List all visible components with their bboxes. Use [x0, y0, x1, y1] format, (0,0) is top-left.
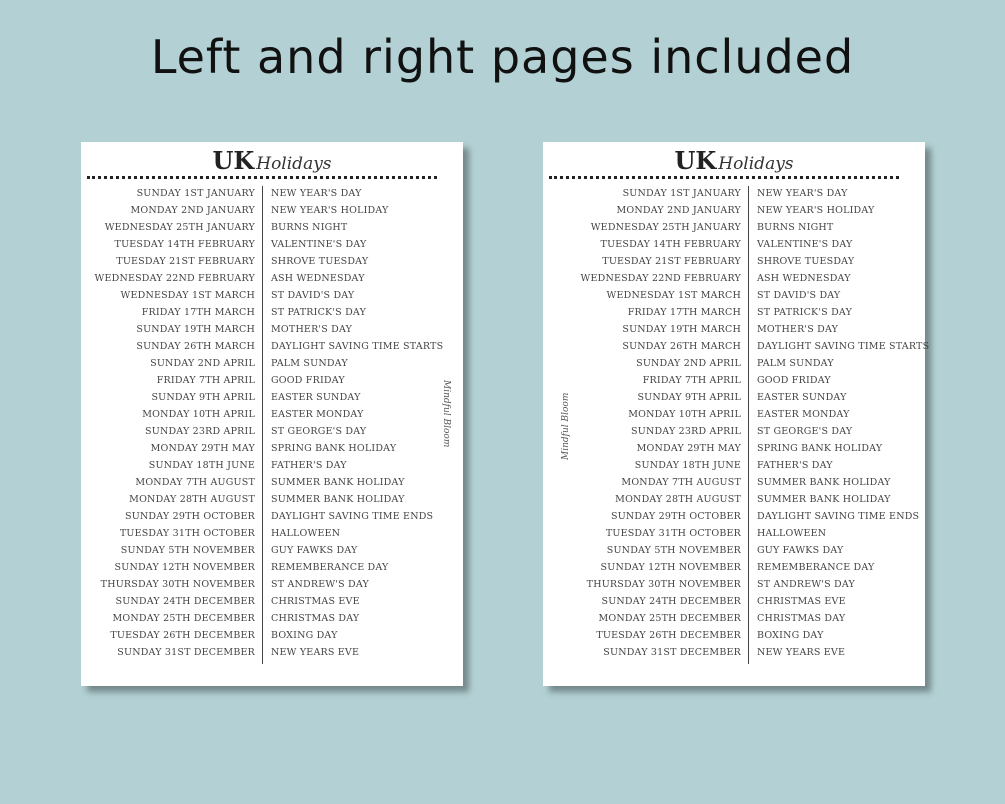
holiday-row	[81, 407, 463, 424]
holiday-row	[81, 475, 463, 492]
holiday-name: ST GEORGE'S DAY	[271, 426, 367, 437]
holiday-row	[81, 203, 463, 220]
holiday-row	[543, 254, 925, 271]
holiday-name: CHRISTMAS EVE	[271, 596, 360, 607]
holiday-row	[543, 594, 925, 611]
holiday-date: MONDAY 25TH DECEMBER	[112, 613, 255, 624]
title-bold: UK	[674, 146, 717, 175]
holiday-date: MONDAY 7TH AUGUST	[135, 477, 255, 488]
holiday-row	[543, 373, 925, 390]
holiday-date: SUNDAY 26TH MARCH	[622, 341, 741, 352]
holiday-date: TUESDAY 26TH DECEMBER	[596, 630, 741, 641]
holiday-date: MONDAY 2ND JANUARY	[616, 205, 741, 216]
holiday-date: WEDNESDAY 22ND FEBRUARY	[94, 273, 255, 284]
holiday-name: MOTHER'S DAY	[271, 324, 353, 335]
signature: Mindful Bloom	[441, 380, 451, 448]
holiday-row	[543, 390, 925, 407]
holiday-date: WEDNESDAY 25TH JANUARY	[104, 222, 255, 233]
holiday-name: CHRISTMAS DAY	[757, 613, 846, 624]
holiday-row	[543, 560, 925, 577]
holiday-name: PALM SUNDAY	[271, 358, 348, 369]
holiday-date: SUNDAY 24TH DECEMBER	[601, 596, 741, 607]
holiday-name: DAYLIGHT SAVING TIME ENDS	[271, 511, 434, 522]
holiday-row	[81, 254, 463, 271]
holiday-date: WEDNESDAY 25TH JANUARY	[590, 222, 741, 233]
holiday-date: TUESDAY 14TH FEBRUARY	[600, 239, 741, 250]
holiday-name: SHROVE TUESDAY	[271, 256, 369, 267]
holiday-row	[81, 424, 463, 441]
holiday-row	[81, 560, 463, 577]
holiday-name: DAYLIGHT SAVING TIME ENDS	[757, 511, 920, 522]
holiday-row	[81, 645, 463, 662]
holiday-name: BURNS NIGHT	[757, 222, 834, 233]
holiday-date: FRIDAY 7TH APRIL	[156, 375, 255, 386]
holiday-date: WEDNESDAY 22ND FEBRUARY	[580, 273, 741, 284]
holiday-row	[81, 526, 463, 543]
holiday-row	[81, 441, 463, 458]
holiday-date: THURSDAY 30TH NOVEMBER	[586, 579, 741, 590]
holiday-name: DAYLIGHT SAVING TIME STARTS	[271, 341, 444, 352]
holiday-date: SUNDAY 19TH MARCH	[136, 324, 255, 335]
holiday-row	[543, 407, 925, 424]
holiday-name: NEW YEARS EVE	[271, 647, 360, 658]
holiday-row	[543, 645, 925, 662]
holiday-name: SHROVE TUESDAY	[757, 256, 855, 267]
holiday-row	[543, 271, 925, 288]
holiday-row	[81, 577, 463, 594]
holiday-name: ST DAVID'S DAY	[271, 290, 355, 301]
holiday-date: SUNDAY 19TH MARCH	[622, 324, 741, 335]
holiday-name: REMEMBERANCE DAY	[271, 562, 389, 573]
holiday-name: BOXING DAY	[757, 630, 824, 641]
holiday-list	[543, 186, 930, 662]
holiday-row	[543, 441, 925, 458]
holiday-date: SUNDAY 12TH NOVEMBER	[114, 562, 255, 573]
holiday-name: PALM SUNDAY	[757, 358, 834, 369]
holiday-name: CHRISTMAS EVE	[757, 596, 846, 607]
holiday-date: TUESDAY 26TH DECEMBER	[110, 630, 255, 641]
holiday-row	[543, 458, 925, 475]
holiday-row	[543, 237, 925, 254]
holiday-date: SUNDAY 23RD APRIL	[145, 426, 255, 437]
holiday-row	[543, 577, 925, 594]
holiday-row	[543, 305, 925, 322]
holiday-date: SUNDAY 29TH OCTOBER	[611, 511, 741, 522]
holiday-name: ST ANDREW'S DAY	[757, 579, 856, 590]
holiday-name: VALENTINE'S DAY	[757, 239, 853, 250]
holiday-name: ST ANDREW'S DAY	[271, 579, 370, 590]
holiday-date: MONDAY 29TH MAY	[150, 443, 255, 454]
holiday-name: ST GEORGE'S DAY	[757, 426, 853, 437]
holiday-name: HALLOWEEN	[757, 528, 827, 539]
holiday-date: SUNDAY 2ND APRIL	[150, 358, 255, 369]
holiday-name: BURNS NIGHT	[271, 222, 348, 233]
holiday-date: SUNDAY 29TH OCTOBER	[125, 511, 255, 522]
holiday-date: MONDAY 2ND JANUARY	[130, 205, 255, 216]
holiday-row	[543, 339, 930, 356]
holiday-date: WEDNESDAY 1ST MARCH	[606, 290, 741, 301]
holiday-row	[543, 611, 925, 628]
holiday-row	[81, 305, 463, 322]
holiday-name: FATHER'S DAY	[757, 460, 833, 471]
holiday-date: SUNDAY 1ST JANUARY	[136, 188, 255, 199]
holiday-row	[81, 628, 463, 645]
holiday-date: SUNDAY 9TH APRIL	[637, 392, 741, 403]
holiday-date: SUNDAY 23RD APRIL	[631, 426, 741, 437]
holiday-name: SUMMER BANK HOLIDAY	[271, 494, 405, 505]
holiday-date: TUESDAY 31TH OCTOBER	[605, 528, 741, 539]
holiday-row	[543, 220, 925, 237]
holiday-name: HALLOWEEN	[271, 528, 341, 539]
holiday-name: ST DAVID'S DAY	[757, 290, 841, 301]
holiday-date: SUNDAY 31ST DECEMBER	[117, 647, 255, 658]
holiday-row	[543, 526, 925, 543]
holiday-date: FRIDAY 17TH MARCH	[627, 307, 741, 318]
holiday-list	[81, 186, 463, 662]
holiday-name: EASTER SUNDAY	[271, 392, 361, 403]
holiday-row	[81, 339, 463, 356]
holiday-row	[543, 509, 925, 526]
holiday-row	[81, 186, 463, 203]
holiday-row	[81, 611, 463, 628]
holiday-date: THURSDAY 30TH NOVEMBER	[100, 579, 255, 590]
holiday-name: NEW YEARS EVE	[757, 647, 846, 658]
holiday-name: SUMMER BANK HOLIDAY	[757, 477, 891, 488]
title-bold: UK	[212, 146, 255, 175]
holiday-date: TUESDAY 31TH OCTOBER	[119, 528, 255, 539]
holiday-name: SUMMER BANK HOLIDAY	[757, 494, 891, 505]
holiday-row	[81, 271, 463, 288]
holiday-row	[81, 322, 463, 339]
holiday-date: SUNDAY 18TH JUNE	[634, 460, 741, 471]
holiday-row	[543, 424, 925, 441]
holiday-date: FRIDAY 17TH MARCH	[141, 307, 255, 318]
dotted-divider	[549, 176, 899, 179]
holiday-name: SPRING BANK HOLIDAY	[757, 443, 883, 454]
holiday-row	[81, 373, 463, 390]
holiday-date: MONDAY 25TH DECEMBER	[598, 613, 741, 624]
title-script: Holidays	[718, 154, 794, 174]
holiday-name: SPRING BANK HOLIDAY	[271, 443, 397, 454]
holiday-row	[543, 475, 925, 492]
holiday-date: MONDAY 29TH MAY	[636, 443, 741, 454]
holiday-name: NEW YEAR'S DAY	[271, 188, 362, 199]
holiday-name: BOXING DAY	[271, 630, 338, 641]
holiday-row	[543, 492, 925, 509]
holiday-name: NEW YEAR'S HOLIDAY	[757, 205, 875, 216]
holiday-date: MONDAY 10TH APRIL	[628, 409, 741, 420]
holiday-date: MONDAY 28TH AUGUST	[129, 494, 255, 505]
holiday-name: GOOD FRIDAY	[271, 375, 345, 386]
holiday-row	[81, 492, 463, 509]
signature: Mindful Bloom	[561, 392, 571, 460]
holiday-name: ST PATRICK'S DAY	[757, 307, 853, 318]
holiday-date: SUNDAY 12TH NOVEMBER	[600, 562, 741, 573]
holiday-row	[81, 390, 463, 407]
holiday-date: TUESDAY 21ST FEBRUARY	[602, 256, 741, 267]
holiday-date: FRIDAY 7TH APRIL	[642, 375, 741, 386]
holiday-name: ST PATRICK'S DAY	[271, 307, 367, 318]
holiday-row	[543, 543, 925, 560]
holiday-date: SUNDAY 2ND APRIL	[636, 358, 741, 369]
holiday-date: SUNDAY 1ST JANUARY	[622, 188, 741, 199]
dotted-divider	[87, 176, 437, 179]
holiday-date: SUNDAY 31ST DECEMBER	[603, 647, 741, 658]
holiday-row	[81, 458, 463, 475]
holiday-row	[543, 203, 925, 220]
holiday-name: GUY FAWKS DAY	[757, 545, 844, 556]
holiday-name: CHRISTMAS DAY	[271, 613, 360, 624]
holiday-row	[81, 543, 463, 560]
holiday-date: SUNDAY 26TH MARCH	[136, 341, 255, 352]
holiday-name: FATHER'S DAY	[271, 460, 347, 471]
holiday-name: ASH WEDNESDAY	[757, 273, 851, 284]
holiday-row	[81, 509, 463, 526]
holiday-date: SUNDAY 18TH JUNE	[148, 460, 255, 471]
holiday-name: ASH WEDNESDAY	[271, 273, 365, 284]
holiday-row	[81, 594, 463, 611]
holiday-name: REMEMBERANCE DAY	[757, 562, 875, 573]
holiday-row	[81, 356, 463, 373]
left-page	[81, 142, 463, 686]
holiday-name: DAYLIGHT SAVING TIME STARTS	[757, 341, 930, 352]
headline: Left and right pages included	[150, 30, 855, 84]
holiday-date: TUESDAY 14TH FEBRUARY	[114, 239, 255, 250]
holiday-row	[543, 628, 925, 645]
holiday-row	[81, 288, 463, 305]
right-page	[543, 142, 930, 686]
holiday-row	[543, 356, 925, 373]
holiday-name: NEW YEAR'S DAY	[757, 188, 848, 199]
holiday-name: VALENTINE'S DAY	[271, 239, 367, 250]
holiday-name: GUY FAWKS DAY	[271, 545, 358, 556]
holiday-name: EASTER MONDAY	[757, 409, 850, 420]
holiday-name: EASTER SUNDAY	[757, 392, 847, 403]
holiday-row	[81, 220, 463, 237]
holiday-name: EASTER MONDAY	[271, 409, 364, 420]
holiday-date: MONDAY 7TH AUGUST	[621, 477, 741, 488]
holiday-row	[543, 322, 925, 339]
holiday-row	[543, 186, 925, 203]
holiday-row	[543, 288, 925, 305]
page-title	[81, 146, 463, 176]
holiday-date: MONDAY 28TH AUGUST	[615, 494, 741, 505]
holiday-name: MOTHER'S DAY	[757, 324, 839, 335]
holiday-row	[81, 237, 463, 254]
holiday-name: SUMMER BANK HOLIDAY	[271, 477, 405, 488]
holiday-date: SUNDAY 5TH NOVEMBER	[606, 545, 741, 556]
holiday-date: WEDNESDAY 1ST MARCH	[120, 290, 255, 301]
holiday-date: SUNDAY 9TH APRIL	[151, 392, 255, 403]
holiday-name: NEW YEAR'S HOLIDAY	[271, 205, 389, 216]
holiday-date: MONDAY 10TH APRIL	[142, 409, 255, 420]
holiday-date: SUNDAY 24TH DECEMBER	[115, 596, 255, 607]
title-script: Holidays	[256, 154, 332, 174]
holiday-date: SUNDAY 5TH NOVEMBER	[120, 545, 255, 556]
holiday-date: TUESDAY 21ST FEBRUARY	[116, 256, 255, 267]
holiday-name: GOOD FRIDAY	[757, 375, 831, 386]
page-title	[543, 146, 925, 176]
